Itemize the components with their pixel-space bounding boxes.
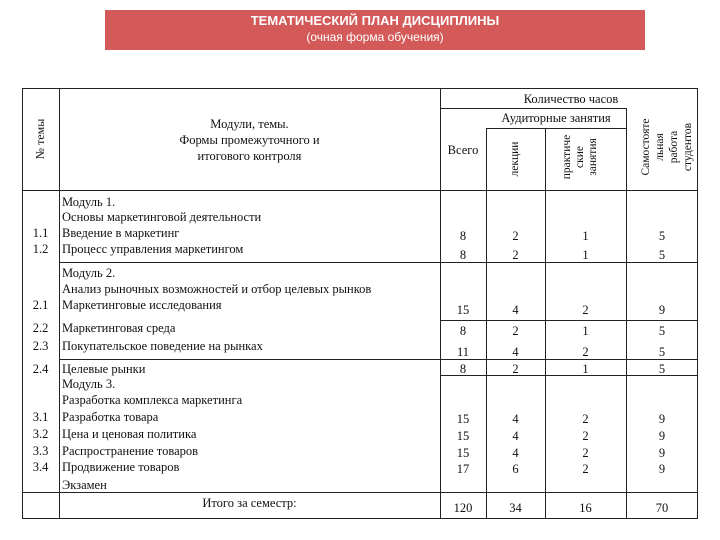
cell-self-study: 9 — [658, 462, 666, 476]
row-name: Целевые рынки — [62, 362, 146, 376]
row-number: 1.2 — [32, 242, 49, 256]
row-name: Экзамен — [62, 478, 107, 492]
cell-practice: 2 — [582, 446, 589, 460]
row-name: Процесс управления маркетингом — [62, 242, 244, 256]
total-lectures: 34 — [509, 501, 522, 515]
header-self-2: льная — [654, 133, 666, 161]
row-name: Покупательское поведение на рынках — [62, 339, 263, 353]
cell-lectures: 4 — [512, 303, 519, 317]
header-self-3: работа — [668, 130, 680, 164]
row-name: Анализ рыночных возможностей и отбор целевых рынков — [62, 282, 372, 296]
cell-total: 15 — [456, 303, 470, 317]
cell-total: 8 — [459, 324, 467, 338]
cell-lectures: 4 — [512, 345, 519, 359]
row-number: 3.3 — [32, 444, 49, 458]
cell-self-study: 9 — [658, 446, 666, 460]
cell-self-study: 5 — [658, 324, 666, 338]
row-name: Распространение товаров — [62, 444, 199, 458]
cell-self-study: 5 — [658, 345, 666, 359]
header-self-4: студентов — [682, 122, 694, 172]
cell-lectures: 2 — [512, 229, 519, 243]
row-name: Маркетинговая среда — [62, 321, 176, 335]
cell-practice: 1 — [582, 229, 589, 243]
header-modules-2: Формы промежуточного и — [179, 133, 320, 147]
header-hours: Количество часов — [523, 92, 619, 106]
cell-total: 11 — [456, 345, 470, 359]
cell-total: 17 — [456, 462, 470, 476]
total-hours: 120 — [453, 501, 473, 515]
cell-total: 8 — [459, 248, 467, 262]
title-banner — [105, 10, 645, 50]
header-line-auditory — [486, 128, 626, 129]
cell-lectures: 2 — [512, 248, 519, 262]
cell-lectures: 2 — [512, 362, 519, 376]
cell-total: 15 — [456, 446, 470, 460]
total-self-study: 70 — [655, 501, 669, 515]
row-number: 2.1 — [32, 298, 49, 312]
page-title: ТЕМАТИЧЕСКИЙ ПЛАН ДИСЦИПЛИНЫ — [250, 13, 500, 28]
header-lectures: лекции — [509, 141, 521, 177]
header-self-1: Самостояте — [640, 118, 652, 176]
header-line-hours — [440, 108, 626, 109]
table-border-top — [22, 88, 698, 89]
row-name: Введение в маркетинг — [62, 226, 180, 240]
header-practice-1: практиче — [561, 134, 573, 180]
row-line-2-2 — [440, 320, 698, 321]
cell-practice: 1 — [582, 362, 589, 376]
cell-self-study: 5 — [658, 362, 666, 376]
header-num: № темы — [33, 118, 47, 160]
cell-self-study: 9 — [658, 303, 666, 317]
cell-self-study: 9 — [658, 412, 666, 426]
row-name: Модуль 2. — [62, 266, 116, 280]
cell-total: 15 — [456, 429, 470, 443]
cell-practice: 2 — [582, 345, 589, 359]
row-number: 2.2 — [32, 321, 49, 335]
cell-lectures: 6 — [512, 462, 519, 476]
header-auditory: Аудиторные занятия — [501, 111, 611, 125]
row-number: 3.2 — [32, 427, 49, 441]
row-name: Разработка комплекса маркетинга — [62, 393, 243, 407]
cell-total: 15 — [456, 412, 470, 426]
cell-practice: 2 — [582, 412, 589, 426]
row-name: Разработка товара — [62, 410, 159, 424]
table-border-bottom — [22, 518, 698, 519]
header-total: Всего — [447, 143, 479, 157]
cell-practice: 1 — [582, 324, 589, 338]
cell-lectures: 4 — [512, 412, 519, 426]
cell-lectures: 4 — [512, 446, 519, 460]
header-practice-3: занятия — [587, 138, 599, 176]
row-name: Цена и ценовая политика — [62, 427, 197, 441]
row-name: Модуль 3. — [62, 377, 116, 391]
row-number: 2.3 — [32, 339, 49, 353]
row-number: 2.4 — [32, 362, 49, 376]
cell-practice: 1 — [582, 248, 589, 262]
cell-total: 8 — [459, 229, 467, 243]
cell-total: 8 — [459, 362, 467, 376]
row-number: 3.4 — [32, 460, 49, 474]
header-modules-1: Модули, темы. — [210, 117, 289, 131]
total-practice: 16 — [579, 501, 592, 515]
header-modules-3: итогового контроля — [197, 149, 302, 163]
row-name: Маркетинговые исследования — [62, 298, 222, 312]
row-number: 3.1 — [32, 410, 49, 424]
row-name: Модуль 1. — [62, 195, 116, 209]
row-number: 1.1 — [32, 226, 49, 240]
page-subtitle: (очная форма обучения) — [306, 30, 444, 44]
cell-lectures: 4 — [512, 429, 519, 443]
row-name: Основы маркетинговой деятельности — [62, 210, 262, 224]
cell-self-study: 5 — [658, 248, 666, 262]
total-label: Итого за семестр: — [202, 496, 297, 510]
cell-lectures: 2 — [512, 324, 519, 338]
cell-practice: 2 — [582, 429, 589, 443]
header-practice-2: ские — [574, 146, 586, 168]
cell-practice: 2 — [582, 303, 589, 317]
cell-self-study: 9 — [658, 429, 666, 443]
cell-self-study: 5 — [658, 229, 666, 243]
cell-practice: 2 — [582, 462, 589, 476]
row-name: Продвижение товаров — [62, 460, 180, 474]
